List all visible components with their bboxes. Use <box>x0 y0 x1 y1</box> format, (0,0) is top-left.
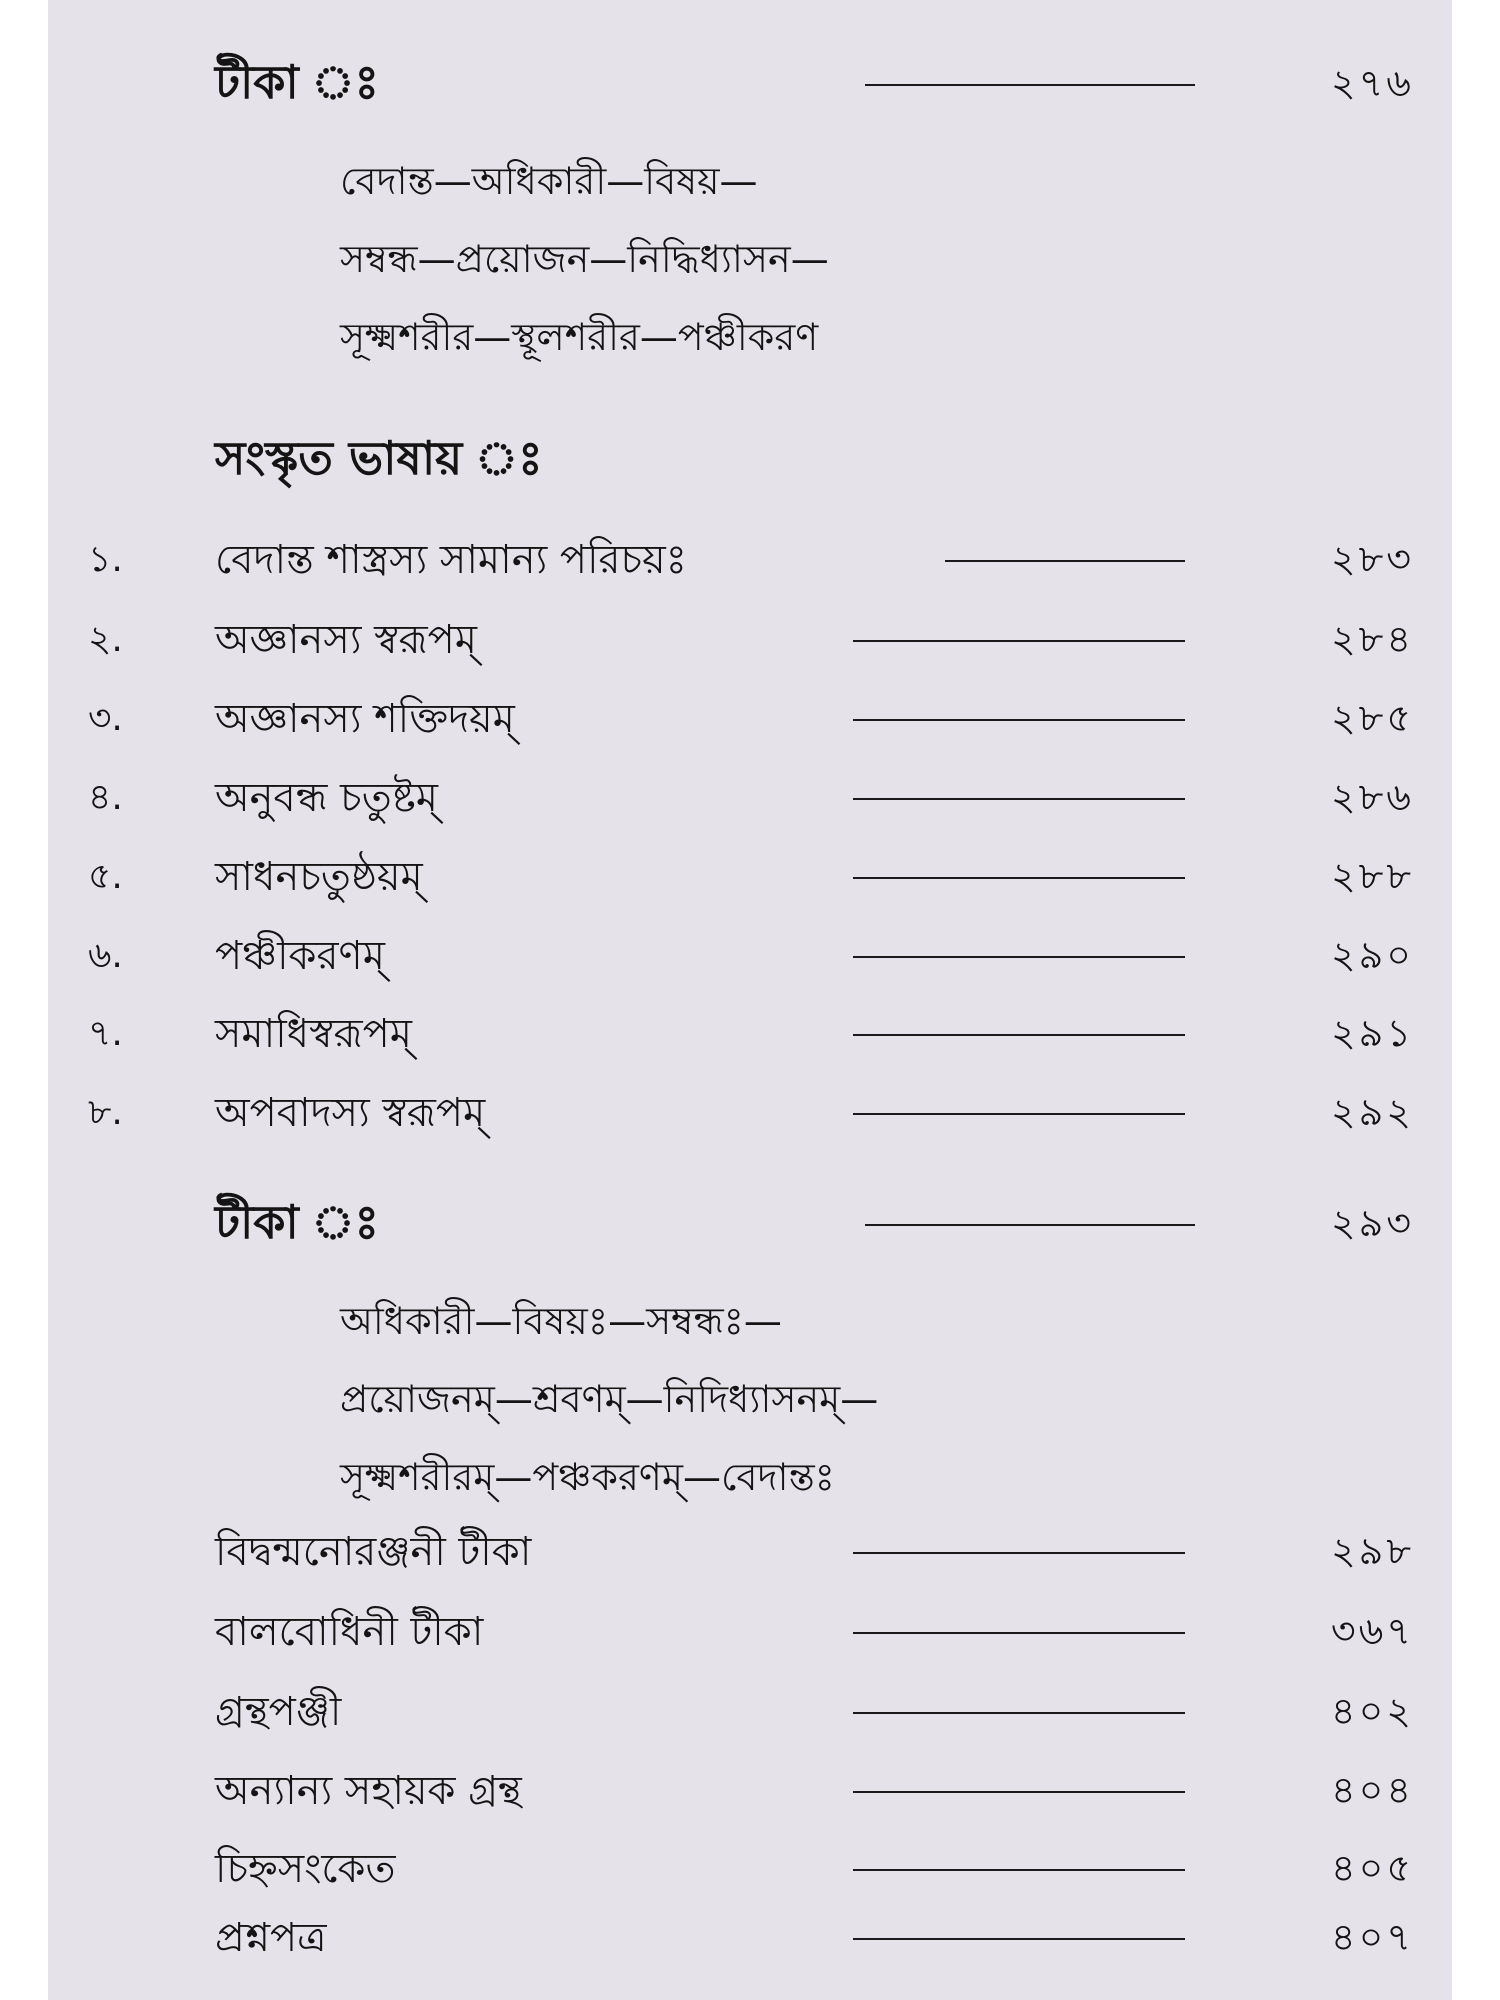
page-number: ২৯১ <box>1330 1011 1414 1055</box>
toc-entry[interactable] <box>0 1596 1500 1666</box>
entry-title: প্রশ্নপত্র <box>215 1915 327 1961</box>
page-number: ২৯৮ <box>1330 1529 1414 1573</box>
entry-number: ৪. <box>88 777 123 818</box>
leader-rule <box>853 798 1185 800</box>
entry-number: ৬. <box>88 935 123 976</box>
entry-title: অজ্ঞানস্য শক্তিদয়ম্ <box>215 696 515 742</box>
toc-heading-tika-1 <box>0 48 1500 118</box>
leader-rule <box>853 1034 1185 1036</box>
toc-entry[interactable] <box>0 841 1500 911</box>
entry-title: বিদ্বন্মনোরঞ্জনী টীকা <box>215 1529 532 1575</box>
entry-title: অন্যান্য সহায়ক গ্রন্থ <box>215 1768 522 1814</box>
leader-rule <box>853 1938 1185 1940</box>
entry-title: সমাধিস্বরূপম্ <box>215 1011 412 1057</box>
entry-title: অনুবন্ধ চতুষ্টম্ <box>215 775 438 821</box>
page-number: ২৭৬ <box>1330 61 1414 105</box>
entry-title: বেদান্ত শাস্ত্রস্য সামান্য পরিচয়ঃ <box>215 537 688 583</box>
toc-entry[interactable] <box>0 1077 1500 1147</box>
leader-rule <box>853 877 1185 879</box>
leader-rule <box>853 956 1185 958</box>
leader-rule <box>853 1712 1185 1714</box>
toc-subline: সম্বন্ধ—প্রয়োজন—নিদ্ধিধ্যাসন— <box>340 237 829 281</box>
toc-entry[interactable] <box>0 524 1500 594</box>
entry-title: বালবোধিনী টীকা <box>215 1609 484 1655</box>
page-number: ৪০২ <box>1330 1689 1414 1733</box>
leader-rule <box>853 1552 1185 1554</box>
page-number: ৪০৫ <box>1330 1846 1414 1890</box>
toc-entry[interactable] <box>0 683 1500 753</box>
entry-title: পঞ্চীকরণম্ <box>215 933 385 979</box>
toc-entry[interactable] <box>0 1755 1500 1825</box>
entry-number: ৮. <box>88 1092 123 1133</box>
toc-entry[interactable] <box>0 1516 1500 1586</box>
entry-number: ৩. <box>88 698 123 739</box>
page-number: ২৮৪ <box>1330 617 1414 661</box>
entry-title: চিহ্নসংকেত <box>215 1846 396 1892</box>
leader-rule <box>853 1113 1185 1115</box>
page-number: ৩৬৭ <box>1330 1609 1414 1653</box>
heading-label: সংস্কৃত ভাষায় ঃ <box>215 431 543 485</box>
toc-heading-tika-2 <box>0 1188 1500 1258</box>
toc-subline: বেদান্ত—অধিকারী—বিষয়— <box>340 159 758 203</box>
toc-entry[interactable] <box>0 1833 1500 1903</box>
leader-rule <box>865 84 1195 86</box>
toc-entry[interactable] <box>0 998 1500 1068</box>
toc-entry[interactable] <box>0 762 1500 832</box>
leader-rule <box>865 1224 1195 1226</box>
toc-subline: সূক্ষ্মশরীর—স্থূলশরীর—পঞ্চীকরণ <box>340 315 819 359</box>
leader-rule <box>853 1869 1185 1871</box>
entry-title: গ্রন্থপঞ্জী <box>215 1689 342 1735</box>
entry-title: সাধনচতুষ্ঠয়ম্ <box>215 854 423 900</box>
leader-rule <box>853 719 1185 721</box>
entry-number: ৫. <box>88 856 123 897</box>
page-number: ২৮৬ <box>1330 775 1414 819</box>
page-number: ২৯০ <box>1330 933 1414 977</box>
heading-label: টীকা ঃ <box>215 1195 380 1249</box>
heading-label: টীকা ঃ <box>215 55 380 109</box>
entry-number: ১. <box>88 539 123 580</box>
entry-title: অজ্ঞানস্য স্বরূপম্ <box>215 617 477 663</box>
page-number: ৪০৪ <box>1330 1768 1414 1812</box>
entry-number: ২. <box>88 619 123 660</box>
toc-subline: অধিকারী—বিষয়ঃ—সম্বন্ধঃ— <box>340 1299 782 1343</box>
toc-entry[interactable] <box>0 1676 1500 1746</box>
leader-rule <box>945 560 1185 562</box>
toc-subline: প্রয়োজনম্—শ্রবণম্—নিদিধ্যাসনম্— <box>340 1377 879 1421</box>
toc-heading-sanskrit <box>0 424 1500 494</box>
page-number: ২৮৩ <box>1330 537 1414 581</box>
toc-entry[interactable] <box>0 920 1500 990</box>
leader-rule <box>853 640 1185 642</box>
page-number: ২৯২ <box>1330 1090 1414 1134</box>
entry-title: অপবাদস্য স্বরূপম্ <box>215 1090 486 1136</box>
toc-subline: সূক্ষ্মশরীরম্—পঞ্চকরণম্—বেদান্তঃ <box>340 1455 835 1499</box>
leader-rule <box>853 1791 1185 1793</box>
toc-entry[interactable] <box>0 1902 1500 1972</box>
page-number: ৪০৭ <box>1330 1915 1414 1959</box>
leader-rule <box>853 1632 1185 1634</box>
toc-entry[interactable] <box>0 604 1500 674</box>
page-number: ২৮৮ <box>1330 854 1414 898</box>
page-number: ২৮৫ <box>1330 696 1414 740</box>
entry-number: ৭. <box>88 1013 123 1054</box>
page-number: ২৯৩ <box>1330 1201 1414 1245</box>
